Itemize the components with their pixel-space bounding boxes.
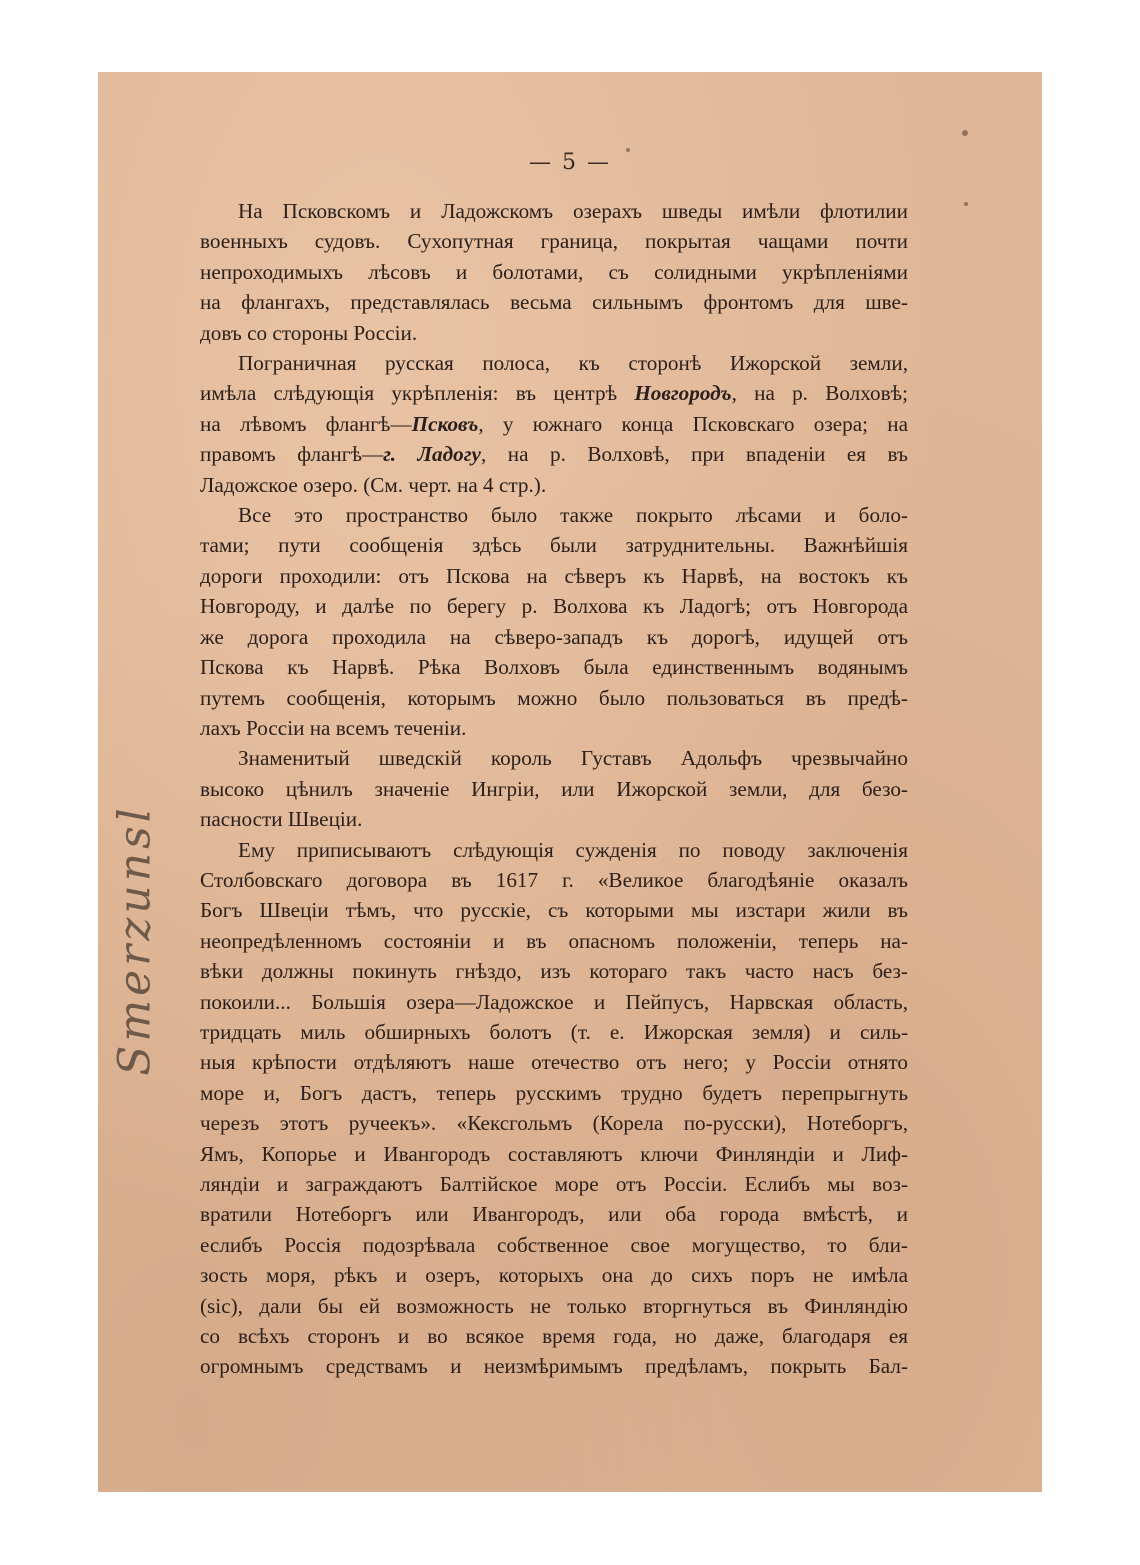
text-line: военныхъ судовъ. Сухопутная граница, покрытая чащами почти <box>200 229 908 254</box>
text-run: правомъ флангѣ— <box>200 442 384 467</box>
text-line: тами; пути сообщенія здѣсь были затруднительны. Важнѣйшія <box>200 533 908 558</box>
text-line <box>200 439 908 469</box>
text-line: Столбовскаго договора въ 1617 г. «Великое благодѣяніе оказалъ <box>200 867 908 892</box>
text-line <box>200 409 908 439</box>
text-line: неопредѣленномъ состояніи и въ опасномъ положеніи, теперь на- <box>200 928 908 953</box>
text-line: Ему приписываютъ слѣдующія сужденія по поводу заключенія <box>238 837 908 862</box>
body-text <box>200 196 908 1382</box>
text-line: Ямъ, Копорье и Ивангородъ составляютъ ключи Финляндіи и Лиф- <box>200 1141 908 1166</box>
text-line: ляндіи и заграждаютъ Балтійское море отъ Россіи. Еслибъ мы воз- <box>200 1172 908 1196</box>
text-line: еслибъ Россія подозрѣвала собственное свое могущество, то бли- <box>200 1232 908 1257</box>
text-line: вѣки должны покинуть гнѣздо, изъ котораго такъ часто насъ без- <box>200 959 908 984</box>
text-line: со всѣхъ сторонъ и во всякое время года, но даже, благодаря ея <box>200 1324 908 1349</box>
scanned-page <box>98 72 1042 1492</box>
text-line: ныя крѣпости отдѣляютъ наше отечество отъ него; у Россіи отнято <box>200 1050 908 1075</box>
text-line: Пскова къ Нарвѣ. Рѣка Волховъ была единственнымъ водянымъ <box>200 655 908 680</box>
text-line: высоко цѣнилъ значеніе Ингріи, или Ижорской земли, для безо- <box>200 776 908 801</box>
text-line: (sic), дали бы ей возможность не только вторгнуться въ Финляндію <box>200 1293 908 1318</box>
place-name: Псковъ <box>411 411 479 436</box>
text-line: лахъ Россіи на всемъ теченіи. <box>200 715 467 740</box>
text-run: имѣла слѣдующія укрѣпленія: въ центрѣ <box>200 381 635 406</box>
text-line: же дорога проходила на сѣверо-западъ къ дорогѣ, идущей отъ <box>200 624 908 649</box>
text-line: покоили... Большія озера—Ладожское и Пейпусъ, Нарвская область, <box>200 989 908 1014</box>
place-name: Новгородъ <box>634 381 732 406</box>
text-run: , на р. Волховѣ, при впаденіи ея въ <box>480 442 908 467</box>
text-run: на лѣвомъ флангѣ— <box>200 411 412 436</box>
text-line: путемъ сообщенія, которымъ можно было пользоваться въ предѣ- <box>200 685 908 710</box>
ink-speck <box>962 130 968 136</box>
text-line: зость моря, рѣкъ и озеръ, которыхъ она до сихъ поръ не имѣла <box>200 1263 908 1288</box>
handwritten-note-text: Smerzunsl <box>109 804 161 1076</box>
text-line: довъ со стороны Россіи. <box>200 320 418 345</box>
text-line: непроходимыхъ лѣсовъ и болотами, съ солидными укрѣпленіями <box>200 259 908 284</box>
text-line: тридцать миль обширныхъ болотъ (т. е. Ижорская земля) и силь- <box>200 1019 908 1044</box>
text-line: дороги проходили: отъ Пскова на сѣверъ къ Нарвѣ, на востокъ къ <box>200 563 908 588</box>
handwritten-margin-note <box>100 660 170 1220</box>
text-run: , у южнаго конца Псковскаго озера; на <box>478 411 908 436</box>
text-line: Новгороду, и далѣе по берегу р. Волхова къ Ладогѣ; отъ Новгорода <box>200 594 908 619</box>
text-line: черезъ этотъ ручеекъ». «Кексгольмъ (Корела по-русски), Нотеборгъ, <box>200 1111 908 1136</box>
text-line: вратили Нотеборгъ или Ивангородъ, или оба города вмѣстѣ, и <box>200 1202 908 1227</box>
text-line: На Псковскомъ и Ладожскомъ озерахъ шведы имѣли флотилии <box>238 199 908 223</box>
place-name: г. Ладогу <box>383 442 481 467</box>
page-number: — 5 — <box>529 150 611 175</box>
ink-speck <box>626 148 630 152</box>
text-line: Ладожское озеро. (См. черт. на 4 стр.). <box>200 472 547 497</box>
text-line: на флангахъ, представлялась весьма сильнымъ фронтомъ для шве- <box>200 290 908 315</box>
text-line: Знаменитый шведскій король Густавъ Адольфъ чрезвычайно <box>238 746 908 771</box>
text-line: пасности Швеціи. <box>200 807 363 832</box>
ink-speck <box>964 202 968 206</box>
text-line: Все это пространство было также покрыто лѣсами и боло- <box>238 503 908 528</box>
text-line: Пограничная русская полоса, къ сторонѣ Ижорской земли, <box>238 351 908 376</box>
text-line: огромнымъ средствамъ и неизмѣримымъ предѣламъ, покрыть Бал- <box>200 1354 908 1379</box>
text-line: Богъ Швеціи тѣмъ, что русскіе, съ которыми мы изстари жили въ <box>200 898 908 923</box>
text-run: , на р. Волховѣ; <box>731 381 908 406</box>
text-line: море и, Богъ дастъ, теперь русскимъ трудно будетъ перепрыгнуть <box>200 1080 908 1105</box>
text-line <box>200 378 908 408</box>
